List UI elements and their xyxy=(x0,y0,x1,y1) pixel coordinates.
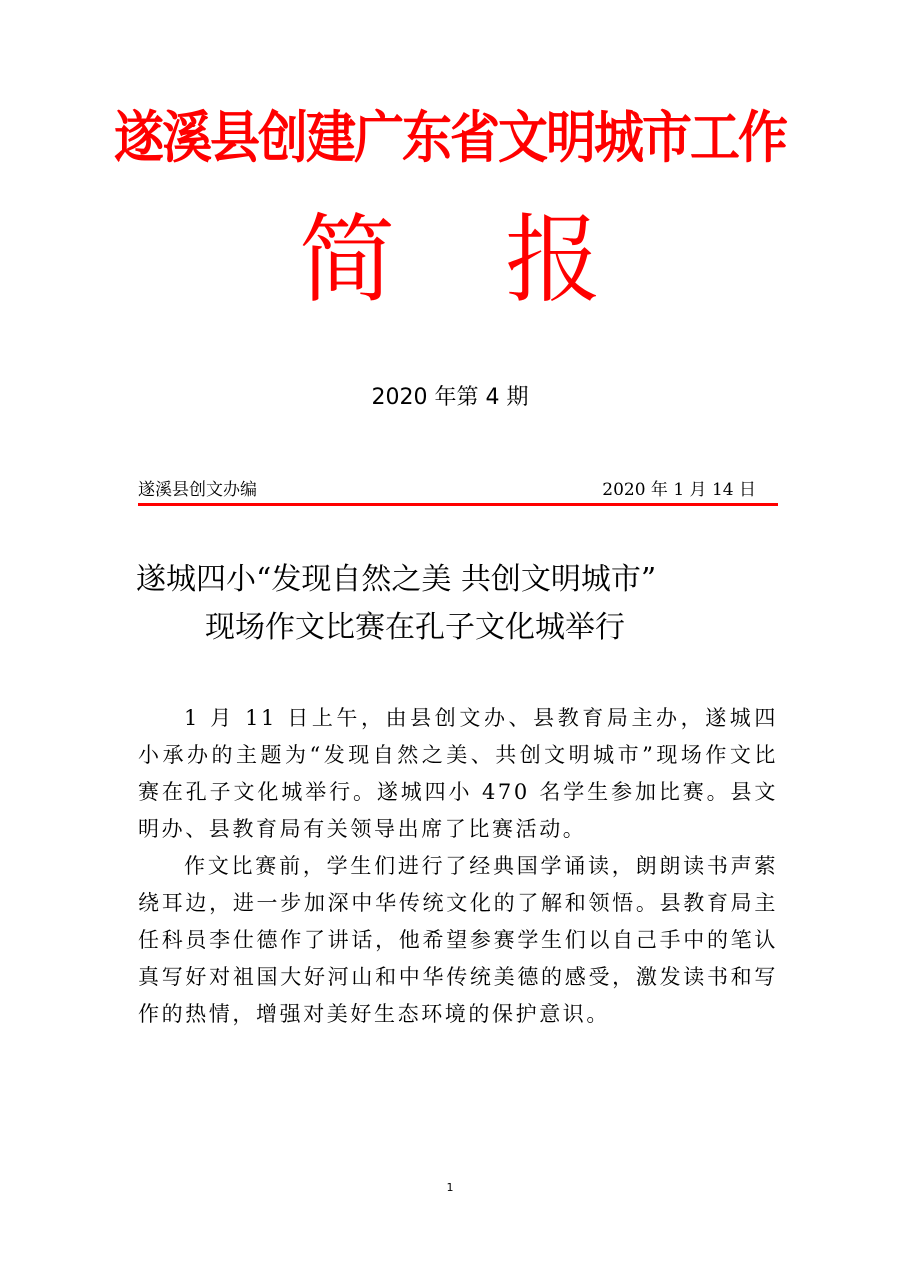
publish-date: 2020 年 1 月 14 日 xyxy=(602,480,756,500)
paragraph: 1 月 11 日上午，由县创文办、县教育局主办，遂城四小承办的主题为“发现自然之美、共创文明城市”现场作文比赛在孔子文化城举行。遂城四小 470 名学生参加比赛。县文明办、县教育局有关领导出席了比赛活动。 xyxy=(138,706,778,841)
bulletin-title-char-2: 报 xyxy=(505,204,601,316)
bulletin-title-char-1: 简 xyxy=(299,204,395,316)
headline-line-1: 遂城四小“发现自然之美 共创文明城市” xyxy=(136,562,657,597)
paragraph: 作文比赛前，学生们进行了经典国学诵读，朗朗读书声萦绕耳边，进一步加深中华传统文化的了解和领悟。县教育局主任科员李仕德作了讲话，他希望参赛学生们以自己手中的笔认真写好对祖国大好河山和中华传统美德的感受，激发读书和写作的热情，增强对美好生态环境的保护意识。 xyxy=(138,854,778,1026)
article-body xyxy=(138,700,778,1033)
red-divider xyxy=(138,503,778,506)
page-number: 1 xyxy=(446,1181,454,1194)
bulletin-title xyxy=(0,200,900,320)
headline-line-2: 现场作文比赛在孔子文化城举行 xyxy=(205,610,625,645)
org-title: 遂溪县创建广东省文明城市工作 xyxy=(114,105,786,171)
issue-number: 2020 年第 4 期 xyxy=(371,385,529,410)
editor-label: 遂溪县创文办编 xyxy=(138,480,257,500)
